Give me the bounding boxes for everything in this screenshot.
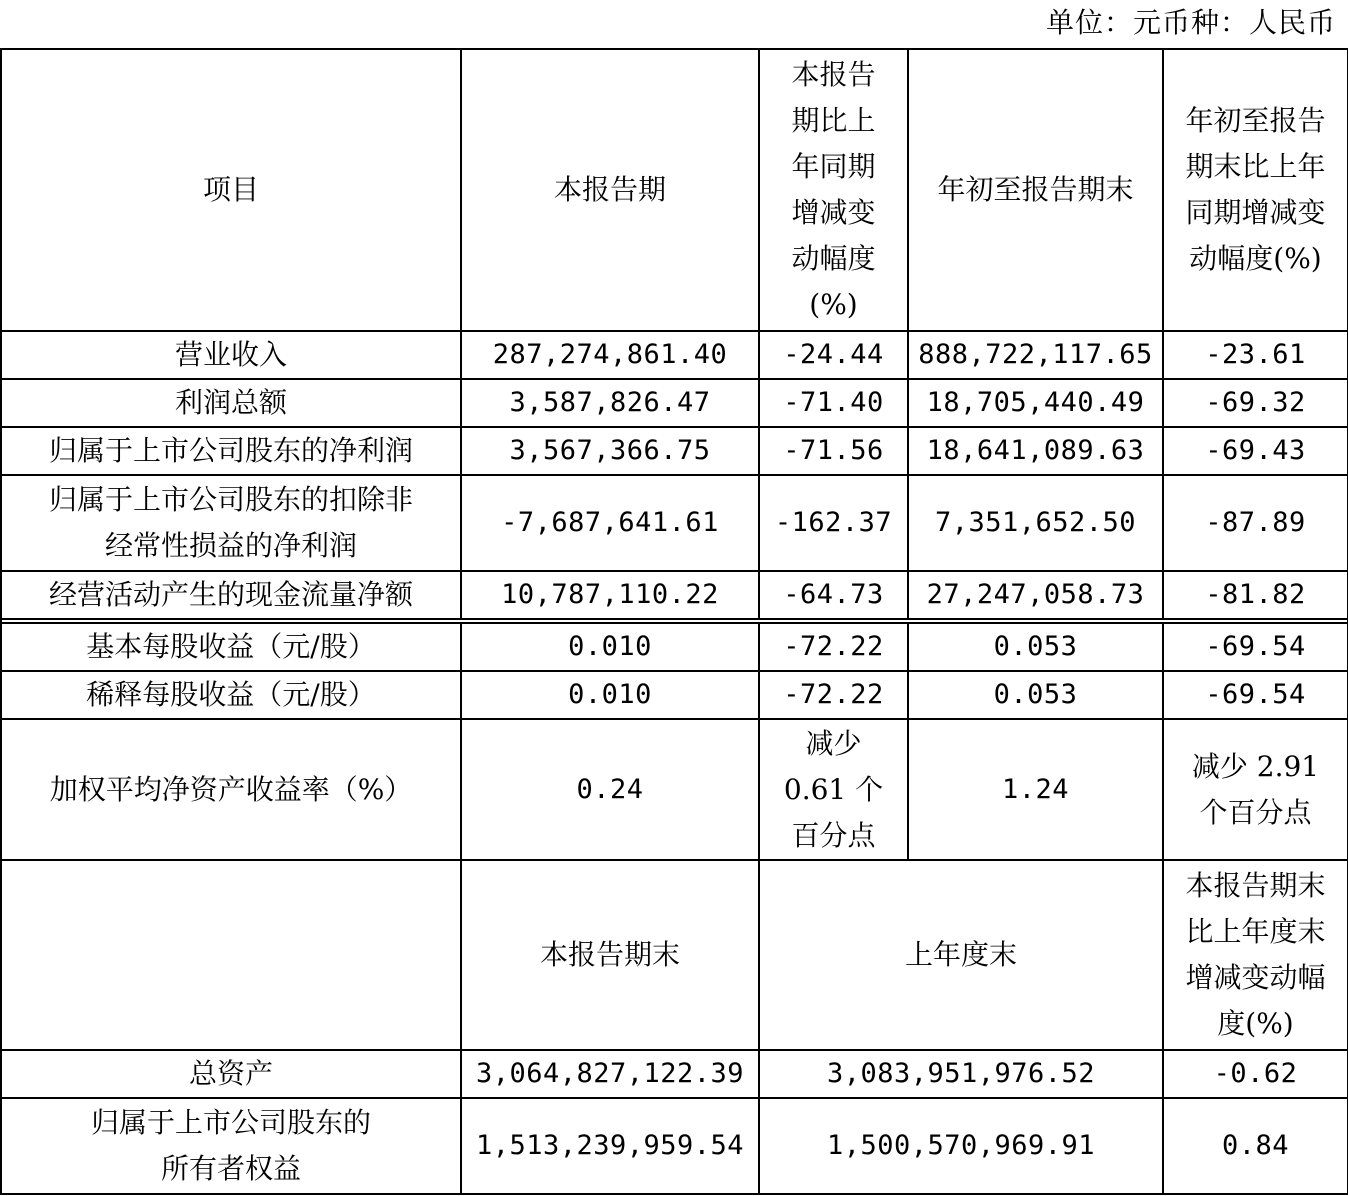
financial-summary-table xyxy=(0,48,1348,1195)
cell-current-change: 减少 0.61 个 百分点 xyxy=(759,719,908,860)
row-label: 营业收入 xyxy=(1,331,461,379)
row-label: 归属于上市公司股东的扣除非 经常性损益的净利润 xyxy=(1,475,461,571)
cell-period-end: 1,513,239,959.54 xyxy=(461,1098,759,1194)
table-row xyxy=(1,671,1348,719)
row-label: 利润总额 xyxy=(1,379,461,427)
table-header-row xyxy=(1,49,1348,331)
cell-ytd-change: -69.32 xyxy=(1163,379,1348,427)
cell-ytd-change: -23.61 xyxy=(1163,331,1348,379)
table-row xyxy=(1,1098,1348,1194)
cell-current-change: -162.37 xyxy=(759,475,908,571)
header-current-change: 本报告 期比上 年同期 增减变 动幅度 (%) xyxy=(759,49,908,331)
cell-ytd: 0.053 xyxy=(908,623,1163,671)
cell-current: 0.010 xyxy=(461,623,759,671)
cell-ytd-change: -81.82 xyxy=(1163,571,1348,619)
cell-ytd-change: -69.54 xyxy=(1163,623,1348,671)
cell-current: 3,567,366.75 xyxy=(461,427,759,475)
header2-last-year-end: 上年度末 xyxy=(759,860,1163,1050)
cell-ytd-change: -87.89 xyxy=(1163,475,1348,571)
cell-current-change: -64.73 xyxy=(759,571,908,619)
row-label: 经营活动产生的现金流量净额 xyxy=(1,571,461,619)
table-row xyxy=(1,719,1348,860)
cell-current-change: -24.44 xyxy=(759,331,908,379)
row-label: 总资产 xyxy=(1,1050,461,1098)
cell-current-change: -72.22 xyxy=(759,671,908,719)
cell-ytd: 888,722,117.65 xyxy=(908,331,1163,379)
table-row xyxy=(1,1050,1348,1098)
cell-ytd: 7,351,652.50 xyxy=(908,475,1163,571)
header-ytd-change: 年初至报告 期末比上年 同期增减变 动幅度(%) xyxy=(1163,49,1348,331)
header-item: 项目 xyxy=(1,49,461,331)
header-ytd: 年初至报告期末 xyxy=(908,49,1163,331)
cell-current: 287,274,861.40 xyxy=(461,331,759,379)
table-row xyxy=(1,331,1348,379)
cell-period-end: 3,064,827,122.39 xyxy=(461,1050,759,1098)
cell-ytd-change: -69.43 xyxy=(1163,427,1348,475)
cell-ytd-change: -69.54 xyxy=(1163,671,1348,719)
cell-ytd: 27,247,058.73 xyxy=(908,571,1163,619)
header2-period-end: 本报告期末 xyxy=(461,860,759,1050)
table-row xyxy=(1,623,1348,671)
cell-last-year-end: 1,500,570,969.91 xyxy=(759,1098,1163,1194)
row-label: 稀释每股收益（元/股） xyxy=(1,671,461,719)
cell-current-change: -71.40 xyxy=(759,379,908,427)
cell-ytd: 18,705,440.49 xyxy=(908,379,1163,427)
cell-current: -7,687,641.61 xyxy=(461,475,759,571)
table-row xyxy=(1,379,1348,427)
cell-change: -0.62 xyxy=(1163,1050,1348,1098)
cell-change: 0.84 xyxy=(1163,1098,1348,1194)
cell-current: 3,587,826.47 xyxy=(461,379,759,427)
cell-ytd: 1.24 xyxy=(908,719,1163,860)
header2-item xyxy=(1,860,461,1050)
row-label: 归属于上市公司股东的 所有者权益 xyxy=(1,1098,461,1194)
table-row xyxy=(1,475,1348,571)
cell-ytd-change: 减少 2.91 个百分点 xyxy=(1163,719,1348,860)
cell-ytd: 18,641,089.63 xyxy=(908,427,1163,475)
cell-current-change: -72.22 xyxy=(759,623,908,671)
table-row xyxy=(1,427,1348,475)
cell-ytd: 0.053 xyxy=(908,671,1163,719)
row-label: 归属于上市公司股东的净利润 xyxy=(1,427,461,475)
cell-current: 0.24 xyxy=(461,719,759,860)
header2-change: 本报告期末 比上年度末 增减变动幅 度(%) xyxy=(1163,860,1348,1050)
cell-current-change: -71.56 xyxy=(759,427,908,475)
row-label: 基本每股收益（元/股） xyxy=(1,623,461,671)
cell-current: 10,787,110.22 xyxy=(461,571,759,619)
balance-header-row xyxy=(1,860,1348,1050)
cell-current: 0.010 xyxy=(461,671,759,719)
header-current-period: 本报告期 xyxy=(461,49,759,331)
row-label: 加权平均净资产收益率（%） xyxy=(1,719,461,860)
unit-currency-note: 单位：元币种：人民币 xyxy=(1045,6,1336,39)
table-row xyxy=(1,571,1348,619)
cell-last-year-end: 3,083,951,976.52 xyxy=(759,1050,1163,1098)
